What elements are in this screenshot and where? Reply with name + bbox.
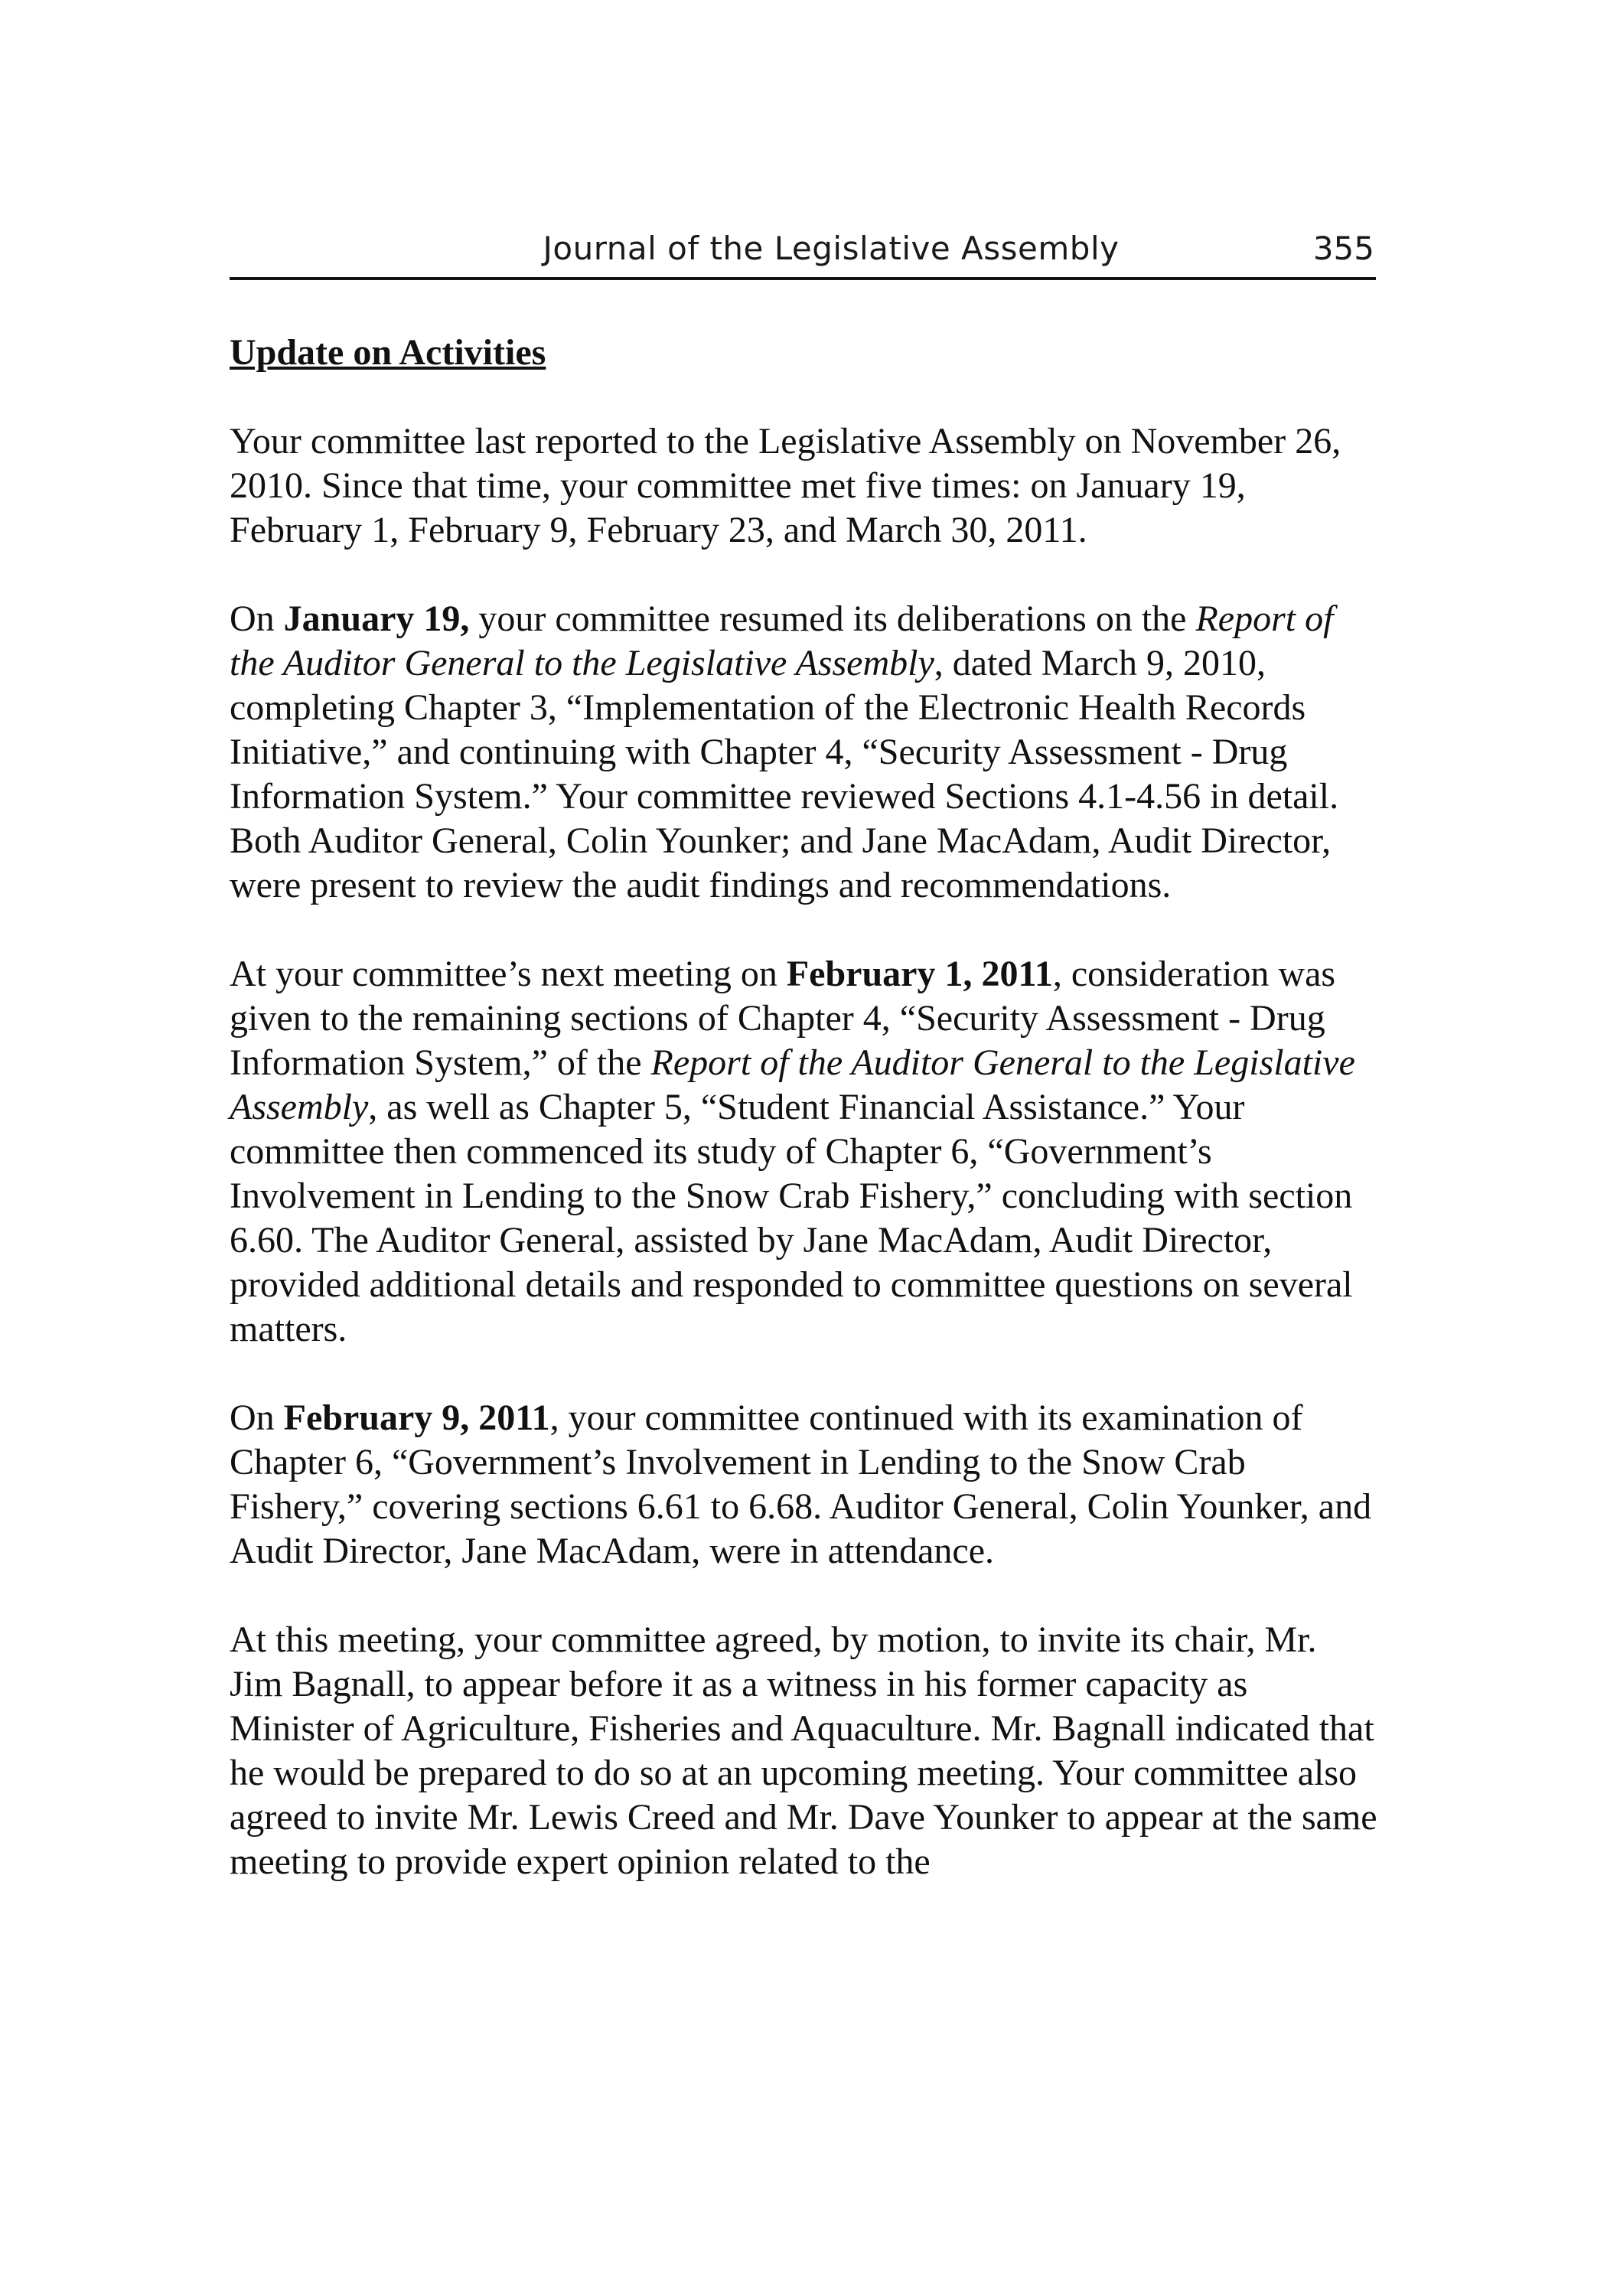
paragraph-1-text: Your committee last reported to the Legislative Assembly on November 26, 2010. Since that time, your committee met five times: on January 19, February 1, February 9, February 23, and March 30, 2011. xyxy=(230,421,1341,550)
paragraph-1 xyxy=(230,419,1377,553)
paragraph-4-run-2: , your committee continued with its examination of Chapter 6, “Government’s Involvement in Lending to the Snow Crab Fishery,” covering sections 6.61 to 6.68. Auditor General, Colin Younker, and Audit Director, Jane MacAdam, were in attendance. xyxy=(230,1397,1372,1571)
paragraph-3-report-title: Report of the Auditor General to the Legislative Assembly xyxy=(230,1042,1355,1127)
paragraph-5 xyxy=(230,1618,1377,1884)
paragraph-3-date: February 1, 2011 xyxy=(786,954,1053,994)
paragraph-3 xyxy=(230,952,1377,1352)
page-header xyxy=(230,227,1376,280)
paragraph-2-run-3: , dated March 9, 2010, completing Chapter 3, “Implementation of the Electronic Health Records Initiative,” and continuing with Chapter 4, “Security Assessment - Drug Information System.” Your committee reviewed Sections 4.1-4.56 in detail. Both Auditor General, Colin Younker; and Jane MacAdam, Audit Director, were present to review the audit findings and recommendations. xyxy=(230,643,1339,905)
paragraph-5-text: At this meeting, your committee agreed, by motion, to invite its chair, Mr. Jim Bagnall, to appear before it as a witness in his former capacity as Minister of Agriculture, Fisheries and Aquaculture. Mr. Bagnall indicated that he would be prepared to do so at an upcoming meeting. Your committee also agreed to invite Mr. Lewis Creed and Mr. Dave Younker to appear at the same meeting to provide expert opinion related to the xyxy=(230,1619,1377,1882)
paragraph-4 xyxy=(230,1396,1377,1574)
body-text xyxy=(230,331,1377,1884)
section-heading: Update on Activities xyxy=(230,332,546,373)
running-title: Journal of the Legislative Assembly xyxy=(543,230,1120,267)
paragraph-3-run-1: At your committee’s next meeting on xyxy=(230,954,787,994)
paragraph-2-run-1: On xyxy=(230,598,284,639)
paragraph-3-run-2: , consideration was given to the remaining sections of Chapter 4, “Security Assessment - Drug Information System,” of the xyxy=(230,954,1336,1083)
paragraph-4-date: February 9, 2011 xyxy=(283,1397,550,1438)
paragraph-2 xyxy=(230,597,1377,908)
page-number: 355 xyxy=(1312,230,1374,267)
paragraph-2-report-title: Report of the Auditor General to the Legislative Assembly xyxy=(230,598,1334,683)
paragraph-2-run-2: your committee resumed its deliberations on the xyxy=(469,598,1196,639)
paragraph-2-date: January 19, xyxy=(283,598,470,639)
paragraph-4-run-1: On xyxy=(230,1397,284,1438)
paragraph-3-run-3: , as well as Chapter 5, “Student Financial Assistance.” Your committee then commenced its study of Chapter 6, “Government’s Involvement in Lending to the Snow Crab Fishery,” concluding with section 6.60. The Auditor General, assisted by Jane MacAdam, Audit Director, provided additional details and responded to committee questions on several matters. xyxy=(230,1087,1353,1349)
